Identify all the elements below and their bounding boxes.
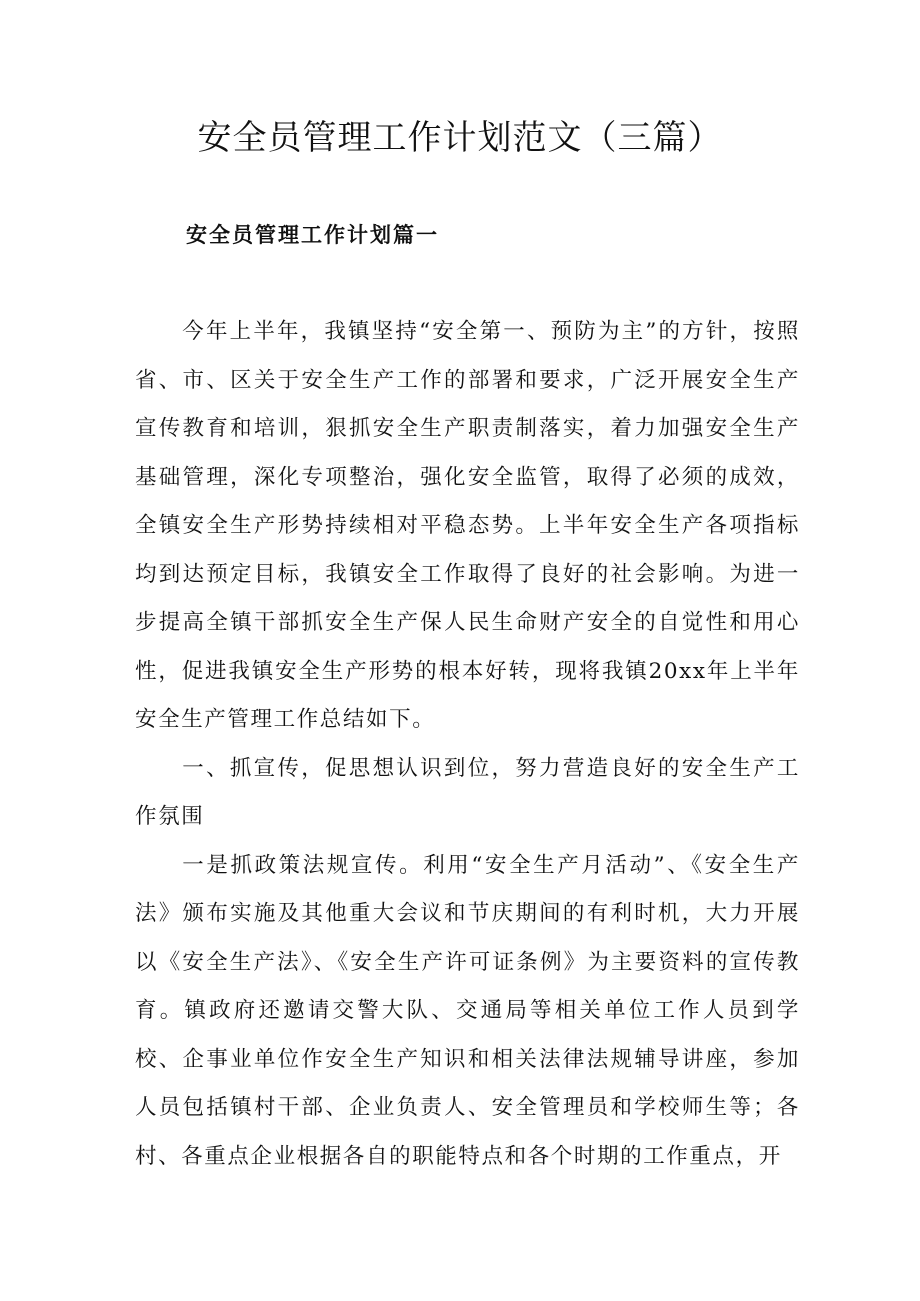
section-heading: 安全员管理工作计划篇一 — [186, 222, 439, 247]
body-paragraph: 今年上半年，我镇坚持“安全第一、预防为主”的方针，按照省、市、区关于安全生产工作的部署和要求，广泛开展安全生产宣传教育和培训，狠抓安全生产职责制落实，着力加强安全生产基础管理，深化专项整治，强化安全监管，取得了必须的成效，全镇安全生产形势持续相对平稳态势。上半年安全生产各项指标均到达预定目标，我镇安全工作取得了良好的社会影响。为进一步提高全镇干部抓安全生产保人民生命财产安全的自觉性和用心性，促进我镇安全生产形势的根本好转，现将我镇20xx年上半年安全生产管理工作总结如下。 — [135, 319, 800, 732]
body-paragraph: 一、抓宣传，促思想认识到位，努力营造良好的安全生产工作氛围 — [135, 755, 800, 829]
body-paragraph: 一是抓政策法规宣传。利用“安全生产月活动”、《安全生产法》颁布实施及其他重大会议和节庆期间的有利时机，大力开展以《安全生产法》、《安全生产许可证条例》为主要资料的宣传教育。镇政府还邀请交警大队、交通局等相关单位工作人员到学校、企事业单位作安全生产知识和相关法律法规辅导讲座，参加人员包括镇村干部、企业负责人、安全管理员和学校师生等；各村、各重点企业根据各自的职能特点和各个时期的工作重点，开 — [135, 852, 800, 1169]
document-title: 安全员管理工作计划范文（三篇） — [197, 118, 723, 158]
document-body — [135, 308, 800, 1181]
